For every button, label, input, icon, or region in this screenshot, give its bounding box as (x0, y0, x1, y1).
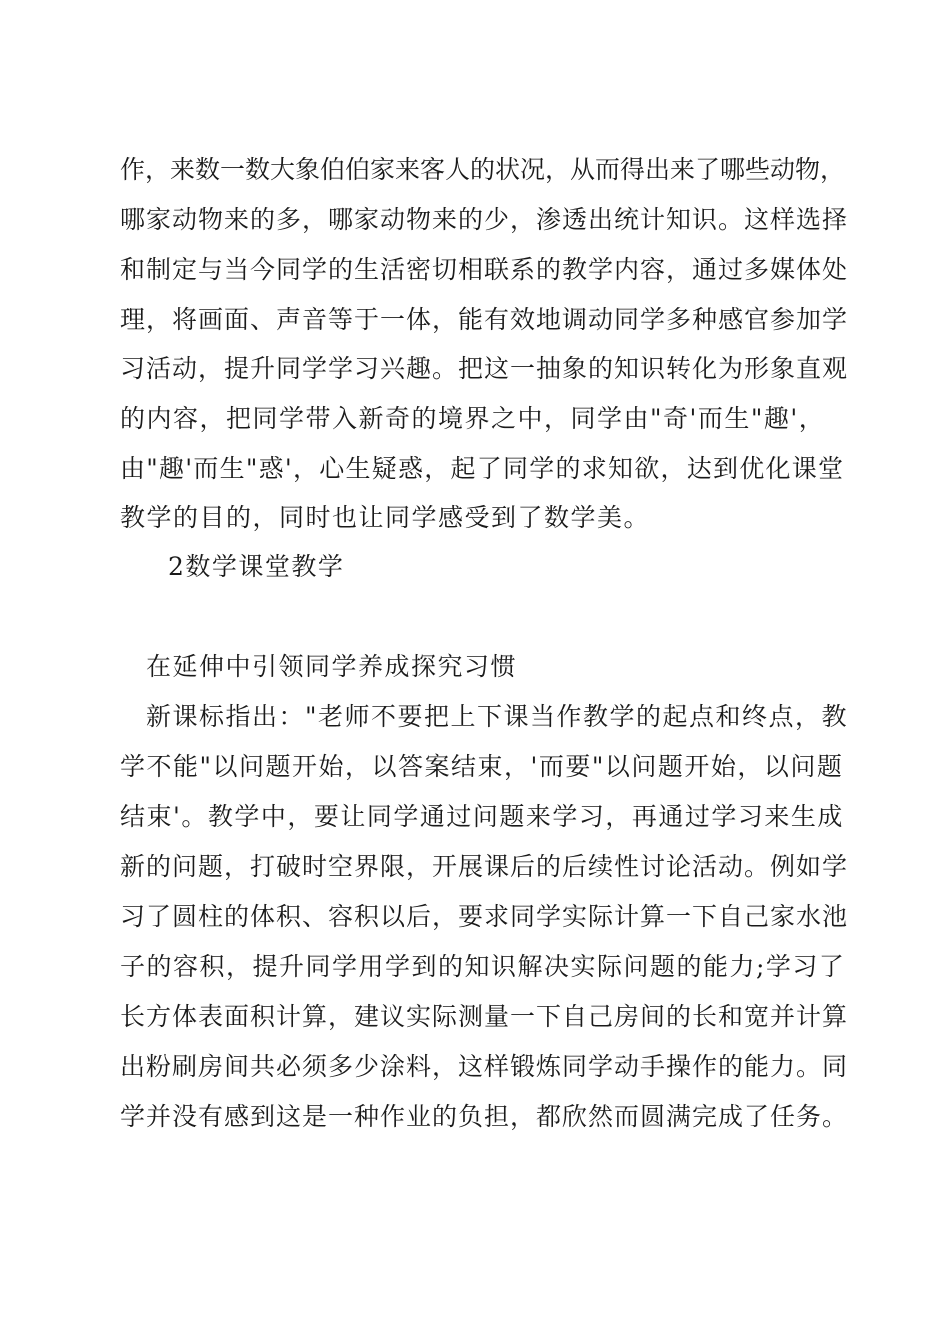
paragraph-line: 作，来数一数大象伯伯家来客人的状况，从而得出来了哪些动物， (120, 155, 846, 184)
paragraph-line: 新课标指出："老师不要把上下课当作教学的起点和终点，教 (146, 702, 849, 731)
subsection-heading: 在延伸中引领同学养成探究习惯 (146, 652, 518, 681)
paragraph-line: 新的问题，打破时空界限，开展课后的后续性讨论活动。例如学 (120, 852, 849, 881)
paragraph-line: 的内容，把同学带入新奇的境界之中，同学由"奇'而生"趣'， (120, 404, 826, 433)
paragraph-line: 出粉刷房间共必须多少涂料，这样锻炼同学动手操作的能力。同 (120, 1052, 849, 1081)
paragraph-line: 哪家动物来的多，哪家动物来的少，渗透出统计知识。这样选择 (120, 205, 849, 234)
paragraph-line: 学不能"以问题开始，以答案结束，'而要"以问题开始，以问题 (120, 752, 844, 781)
paragraph-line: 和制定与当今同学的生活密切相联系的教学内容，通过多媒体处 (120, 255, 849, 284)
section-heading: 2数学课堂教学 (168, 552, 345, 581)
paragraph-line: 习了圆柱的体积、容积以后，要求同学实际计算一下自己家水池 (120, 902, 849, 931)
paragraph-line: 学并没有感到这是一种作业的负担，都欣然而圆满完成了任务。 (120, 1102, 849, 1131)
paragraph-line: 子的容积，提升同学用学到的知识解决实际问题的能力;学习了 (120, 952, 846, 981)
paragraph-line: 教学的目的，同时也让同学感受到了数学美。 (120, 503, 651, 532)
paragraph-line: 由"趣'而生"惑'，心生疑惑，起了同学的求知欲，达到优化课堂 (120, 454, 845, 483)
paragraph-line: 习活动，提升同学学习兴趣。把这一抽象的知识转化为形象直观 (120, 354, 849, 383)
paragraph-line: 结束'。教学中，要让同学通过问题来学习，再通过学习来生成 (120, 802, 844, 831)
paragraph-line: 理，将画面、声音等于一体，能有效地调动同学多种感官参加学 (120, 305, 849, 334)
paragraph-line: 长方体表面积计算，建议实际测量一下自己房间的长和宽并计算 (120, 1002, 849, 1031)
